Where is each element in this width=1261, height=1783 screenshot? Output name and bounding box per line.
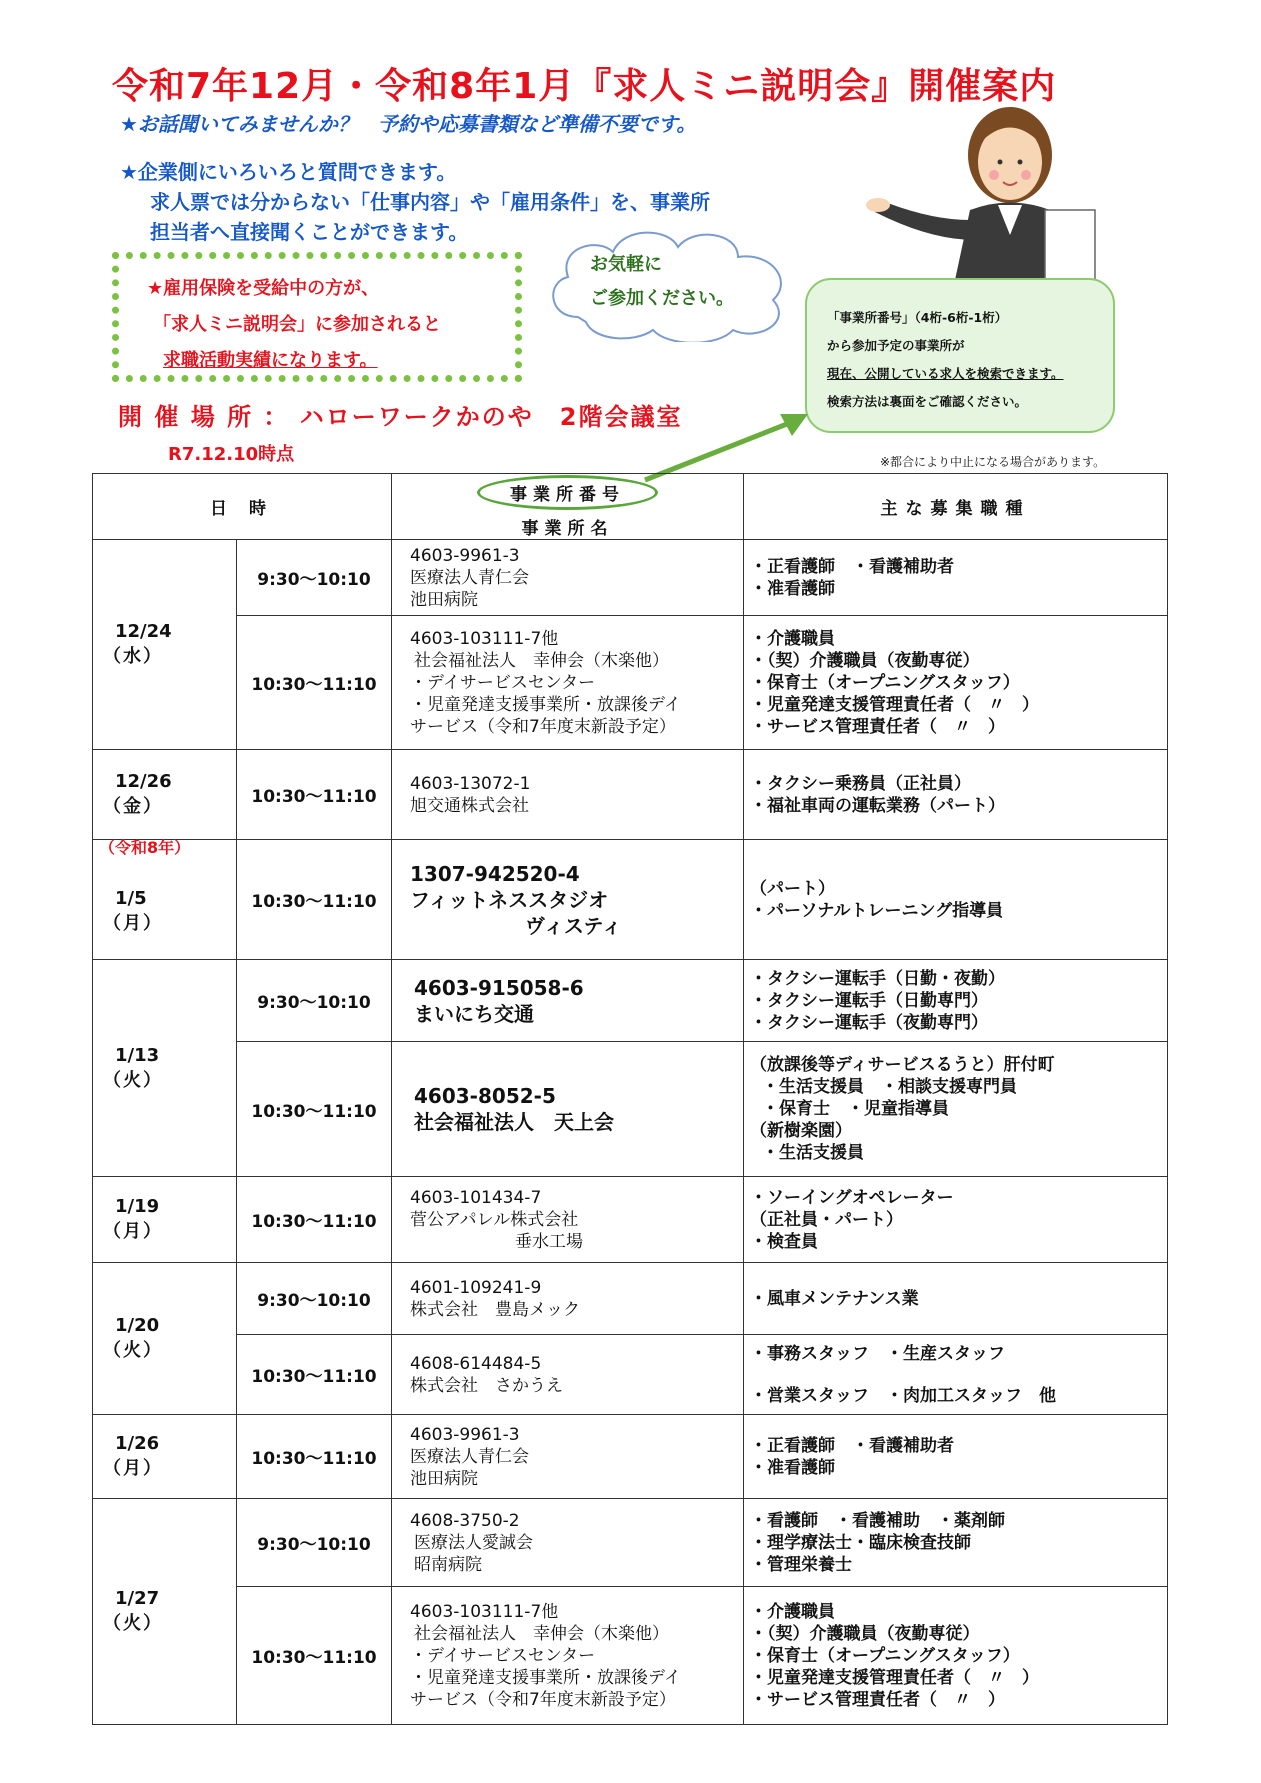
jobs-cell — [744, 1415, 1168, 1499]
est-name-line: サービス（令和7年度末新設予定） — [410, 716, 676, 737]
est-number: 4603-101434-7 — [410, 1187, 542, 1208]
table-header — [93, 474, 1168, 540]
establishment-cell — [392, 840, 744, 960]
date: 1/19 — [115, 1196, 160, 1217]
job: ・保育士（オープニングスタッフ） — [750, 1645, 1020, 1666]
date-cell — [93, 837, 237, 960]
est-name: 医療法人青仁会 — [410, 1446, 530, 1467]
est-name: 株式会社 豊島メック — [410, 1299, 581, 1320]
venue-label: 開 催 場 所 ： ハローワークかのや 2階会議室 — [118, 403, 683, 431]
job: （パート） — [750, 878, 836, 899]
bullet-questions-line3: 担当者へ直接聞くことができます。 — [150, 220, 469, 244]
est-number: 4603-9961-3 — [410, 1424, 520, 1445]
job: ・営業スタッフ ・肉加工スタッフ 他 — [750, 1385, 1057, 1406]
header-establishment — [392, 474, 744, 540]
establishment-cell — [392, 750, 744, 840]
jobs-cell — [744, 1263, 1168, 1335]
date: 1/13 — [115, 1044, 160, 1066]
est-number: 1307-942520-4 — [410, 861, 580, 886]
jobs-cell — [744, 1042, 1168, 1177]
job: （放課後等ディサービスるうと）肝付町 — [750, 1055, 1055, 1075]
est-number: 4603-9961-3 — [410, 545, 520, 566]
table-row — [93, 840, 1168, 960]
jobs-cell — [744, 840, 1168, 960]
job: ・サービス管理責任者（ 〃 ） — [750, 1689, 1006, 1710]
job: ・生活支援員 ・相談支援専門員 — [762, 1077, 1018, 1097]
date: 1/5 — [115, 887, 147, 909]
table-row — [93, 960, 1168, 1042]
job: ・管理栄養士 — [750, 1554, 853, 1575]
est-number: 4603-8052-5 — [414, 1084, 556, 1108]
date: 1/26 — [115, 1433, 160, 1454]
job: ・タクシー運転手（夜勤専門） — [750, 1012, 989, 1033]
time-cell: 10:30〜11:10 — [237, 1335, 392, 1415]
job: ・介護職員 — [750, 628, 836, 649]
est-name: 医療法人青仁会 — [410, 567, 530, 588]
date: 12/24 — [115, 621, 172, 642]
est-number: 4601-109241-9 — [410, 1277, 542, 1298]
weekday: （月） — [103, 912, 163, 934]
job: ・児童発達支援管理責任者（ 〃 ） — [750, 694, 1040, 715]
est-name: 医療法人愛誠会 — [414, 1532, 534, 1553]
date-cell — [93, 1263, 237, 1415]
est-name-line: ヴィスティ — [525, 913, 622, 938]
note-line3: 求職活動実績になります。 — [163, 350, 378, 371]
job: ・准看護師 — [750, 1457, 836, 1478]
establishment-number-info — [805, 278, 1115, 433]
est-name-line: サービス（令和7年度末新設予定） — [410, 1689, 676, 1710]
note-line2: 「求人ミニ説明会」に参加されると — [153, 314, 441, 335]
cancellation-note: ※都合により中止になる場合があります。 — [880, 455, 1106, 469]
info-line2: から参加予定の事業所が — [827, 338, 965, 353]
establishment-cell — [392, 616, 744, 750]
schedule-table — [92, 473, 1168, 1725]
employment-insurance-note — [112, 252, 522, 382]
est-name-line: ・児童発達支援事業所・放課後デイ — [410, 694, 681, 715]
weekday: （火） — [103, 1613, 163, 1634]
job: ・サービス管理責任者（ 〃 ） — [750, 716, 1006, 737]
establishment-cell — [392, 540, 744, 616]
note-line1: ★雇用保険を受給中の方が、 — [147, 278, 380, 299]
establishment-cell — [392, 1177, 744, 1263]
establishment-cell — [392, 1499, 744, 1587]
establishment-cell — [392, 1042, 744, 1177]
header-date: 日 時 — [93, 474, 392, 540]
time-cell: 10:30〜11:10 — [237, 1415, 392, 1499]
job: ・正看護師 ・看護補助者 — [750, 556, 955, 577]
est-name-line: 垂水工場 — [515, 1231, 584, 1252]
jobs-cell — [744, 1499, 1168, 1587]
cloud-text — [590, 248, 734, 316]
est-name-line: 池田病院 — [410, 589, 479, 610]
time-cell: 10:30〜11:10 — [237, 840, 392, 960]
bullet-questions-line2: 求人票では分からない「仕事内容」や「雇用条件」を、事業所 — [150, 190, 710, 214]
info-line3: 現在、公開している求人を検索できます。 — [827, 366, 1064, 381]
date: 1/20 — [115, 1315, 160, 1336]
header-jobs: 主な募集職種 — [744, 474, 1168, 540]
table-row — [93, 540, 1168, 616]
table-row — [93, 1587, 1168, 1725]
date-cell — [93, 1499, 237, 1725]
date: 12/26 — [115, 771, 172, 792]
jobs-cell — [744, 750, 1168, 840]
establishment-cell — [392, 1335, 744, 1415]
est-number: 4608-614484-5 — [410, 1353, 542, 1374]
job: ・生活支援員 — [762, 1143, 865, 1163]
est-number: 4603-915058-6 — [414, 975, 584, 1000]
table-row — [93, 1415, 1168, 1499]
est-number: 4603-103111-7他 — [410, 628, 559, 649]
weekday: （月） — [103, 1221, 163, 1242]
cloud-line1: お気軽に — [590, 254, 662, 275]
job: （新樹楽園） — [750, 1121, 853, 1141]
est-name: 社会福祉法人 天上会 — [414, 1110, 615, 1134]
jobs-cell — [744, 540, 1168, 616]
job: ・看護師 ・看護補助 ・薬剤師 — [750, 1510, 1006, 1531]
job: ・正看護師 ・看護補助者 — [750, 1435, 955, 1456]
jobs-cell — [744, 1177, 1168, 1263]
time-cell: 10:30〜11:10 — [237, 1042, 392, 1177]
jobs-cell — [744, 1587, 1168, 1725]
jobs-cell — [744, 616, 1168, 750]
weekday: （火） — [103, 1340, 163, 1361]
job: ・（契）介護職員（夜勤専従） — [750, 650, 980, 671]
time-cell: 10:30〜11:10 — [237, 750, 392, 840]
job: ・福祉車両の運転業務（パート） — [750, 795, 1006, 816]
page-title: 令和7年12月・令和8年1月『求人ミニ説明会』開催案内 — [112, 66, 1057, 107]
job: （正社員・パート） — [750, 1209, 904, 1230]
job: ・パーソナルトレーニング指導員 — [750, 900, 1004, 921]
job: ・（契）介護職員（夜勤専従） — [750, 1623, 980, 1644]
job: ・ソーイングオペレーター — [750, 1187, 954, 1208]
est-name: 株式会社 さかうえ — [410, 1375, 564, 1396]
weekday: （金） — [103, 796, 163, 817]
info-line4: 検索方法は裏面をご確認ください。 — [827, 394, 1028, 409]
staff-illustration — [860, 100, 1140, 280]
header-est-name: 事業所名 — [521, 518, 614, 539]
est-number: 4603-13072-1 — [410, 773, 531, 794]
est-name-line: ・デイサービスセンター — [410, 672, 596, 693]
weekday: （水） — [103, 646, 163, 667]
table-row — [93, 1335, 1168, 1415]
table-row — [93, 1042, 1168, 1177]
bullet-questions-line1: ★企業側にいろいろと質問できます。 — [120, 160, 457, 184]
job: ・保育士（オープニングスタッフ） — [750, 672, 1020, 693]
header-est-number: 事業所番号 — [477, 475, 658, 510]
job: ・准看護師 — [750, 578, 836, 599]
cloud-line2: ご参加ください。 — [590, 288, 734, 309]
table-row — [93, 750, 1168, 840]
job: ・タクシー乗務員（正社員） — [750, 773, 972, 794]
time-cell: 10:30〜11:10 — [237, 1587, 392, 1725]
est-number: 4603-103111-7他 — [410, 1601, 559, 1622]
est-name-line: ・デイサービスセンター — [410, 1645, 596, 1666]
establishment-cell — [392, 960, 744, 1042]
date: 1/27 — [115, 1588, 160, 1609]
time-cell: 9:30〜10:10 — [237, 540, 392, 616]
est-name-line: 昭南病院 — [414, 1554, 483, 1575]
time-cell: 9:30〜10:10 — [237, 1499, 392, 1587]
establishment-cell — [392, 1587, 744, 1725]
date-cell — [93, 1415, 237, 1499]
job: ・検査員 — [750, 1231, 819, 1252]
job: ・タクシー運転手（日勤・夜勤） — [750, 968, 1006, 989]
jobs-cell — [744, 960, 1168, 1042]
time-cell: 9:30〜10:10 — [237, 1263, 392, 1335]
est-name: 社会福祉法人 幸伸会（木楽他） — [414, 1623, 670, 1644]
time-cell: 10:30〜11:10 — [237, 1177, 392, 1263]
job: ・介護職員 — [750, 1601, 836, 1622]
est-name: 旭交通株式会社 — [410, 795, 530, 816]
date-cell — [93, 750, 237, 840]
est-name-line: 池田病院 — [410, 1468, 479, 1489]
est-name: フィットネススタジオ — [410, 887, 609, 912]
era-label: （令和8年） — [99, 837, 191, 857]
table-row — [93, 1499, 1168, 1587]
date-cell — [93, 1177, 237, 1263]
est-name: 社会福祉法人 幸伸会（木楽他） — [414, 650, 670, 671]
date-cell — [93, 540, 237, 750]
weekday: （月） — [103, 1458, 163, 1479]
time-cell: 9:30〜10:10 — [237, 960, 392, 1042]
table-row — [93, 616, 1168, 750]
date-cell — [93, 960, 237, 1177]
bullet-no-prep: ★お話聞いてみませんか？ 予約や応募書類など準備不要です。 — [120, 112, 697, 136]
est-name-line: ・児童発達支援事業所・放課後デイ — [410, 1667, 681, 1688]
job: ・理学療法士・臨床検査技師 — [750, 1532, 972, 1553]
job: ・風車メンテナンス業 — [750, 1288, 919, 1309]
est-number: 4608-3750-2 — [410, 1510, 520, 1531]
est-name: まいにち交通 — [414, 1001, 535, 1026]
as-of-date: R7.12.10時点 — [168, 444, 295, 465]
job: ・タクシー運転手（日勤専門） — [750, 990, 989, 1011]
est-name: 菅公アパレル株式会社 — [410, 1209, 579, 1230]
table-row — [93, 1177, 1168, 1263]
jobs-cell — [744, 1335, 1168, 1415]
time-cell: 10:30〜11:10 — [237, 616, 392, 750]
job: ・児童発達支援管理責任者（ 〃 ） — [750, 1667, 1040, 1688]
job: ・事務スタッフ ・生産スタッフ — [750, 1343, 1006, 1364]
establishment-cell — [392, 1263, 744, 1335]
info-line1: 「事業所番号」（4桁-6桁-1桁） — [827, 310, 1008, 325]
establishment-cell — [392, 1415, 744, 1499]
job: ・保育士 ・児童指導員 — [762, 1099, 950, 1119]
weekday: （火） — [103, 1069, 163, 1091]
table-row — [93, 1263, 1168, 1335]
